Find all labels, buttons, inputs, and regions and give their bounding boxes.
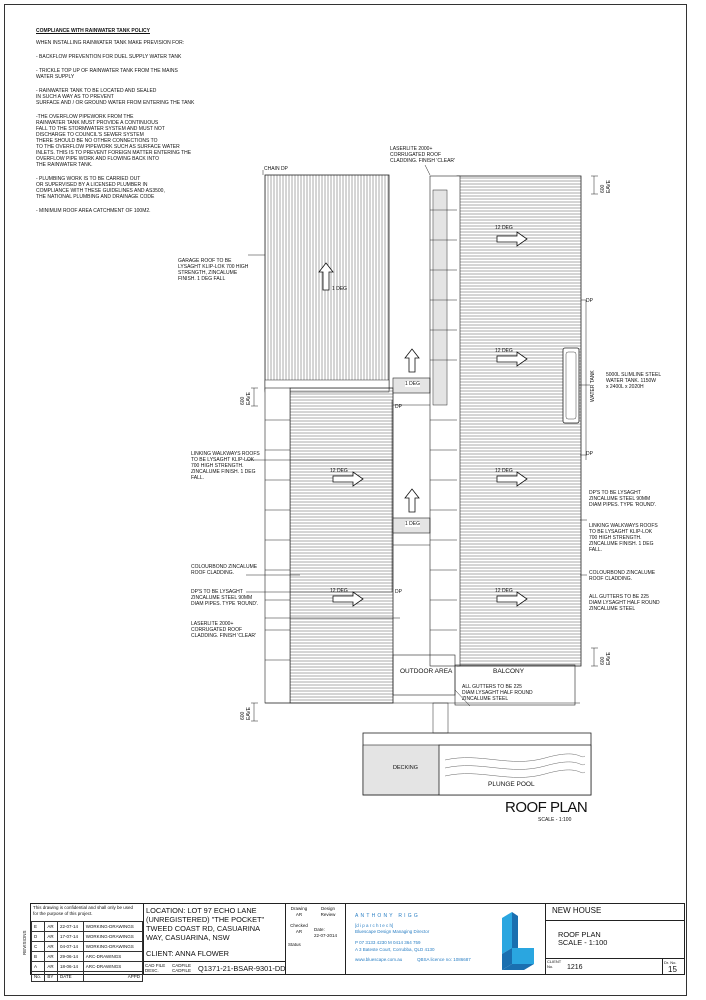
balcony-label: BALCONY [493,668,525,675]
left-main-roof [290,388,393,703]
notes-item: -THE OVERFLOW PIPEWORK FROM THE RAINWATER TANK MUST PROVIDE A CONTINUOUS FALL TO THE STORMWATER SYSTEM AND MUST NOT DISCHARGE TO COUNCIL'S SEWER SYSTEM THERE SHOULD BE NO OTHER CONNECTIONS TO TO THE OVERFLOW PIPEWORK SUCH AS SURFACE WATER INLETS. THIS IS TO PREVENT FOREIGN MATTER ENTERING THE OVERFLOW PIPE WORK AND FLOWING BACK INTO THE RAINWATER TANK. [36,114,192,168]
colourbond-left-label: COLOURBOND ZINCALUME ROOF CLADDING. [191,564,258,576]
firm-licence: QBSA licence no: 1086687 [417,957,471,962]
water-tank-spec-label: 5000L SLIMLINE STEEL WATER TANK. 1150W x 2400L x 2020H [606,372,662,390]
drawing-date: Date: 22-07-2014 [314,927,338,938]
project-location: LOCATION: LOT 97 ECHO LANE (UNREGISTERED) "THE POCKET" TWEED COAST RD, CASUARINA WAY, CASUARINA, NSW [146,906,265,942]
eave-label: 600 EAVE [600,180,612,193]
chain-dp-label: CHAIN DP [264,166,288,172]
drno-divider [662,958,663,975]
plunge-pool-label: PLUNGE POOL [488,781,535,788]
notes-title: COMPLIANCE WITH RAINWATER TANK POLICY [36,28,150,34]
deg-label: 12 DEG [330,588,348,594]
project-divider [545,920,685,921]
notes-item: - PLUMBING WORK IS TO BE CARRIED OUT OR SUPERVISED BY A LICENSED PLUMBER IN COMPLIANCE WITH THESE GUIDELINES AND AS3500, THE NATIONAL PLUMBING AND DRAINAGE CODE [36,176,165,200]
firm-name: ANTHONY RIGG [355,913,420,919]
gutters-right-label: ALL GUTTERS TO BE 225 DIAM LYSAGHT HALF ROUND ZINCALUME STEEL [589,594,660,612]
decking-label: DECKING [393,765,419,771]
table-row: B AR 29-06-14 ARC-DRAWINGS [32,952,143,962]
eave-label: 600 EAVE [240,707,252,720]
outdoor-area-label: OUTDOOR AREA [400,668,453,675]
bluescape-logo-icon [496,908,540,970]
deg-label: 12 DEG [495,468,513,474]
drawing-scale: SCALE - 1:100 [538,817,572,823]
dp-label: DP [395,589,402,595]
dr-no-label: Dr. No. [664,960,677,965]
table-row: D AR 17-07-14 WORKING-DRAWINGS [32,932,143,942]
drawing-by: Drawing AR [290,906,308,917]
firm-subtitle: [d i p a r c h t e c h] Bluescape Design Managing Director [355,923,430,934]
notes-item: - BACKFLOW PREVENTION FOR DUEL SUPPLY WATER TANK [36,54,182,60]
water-tank-label: WATER TANK [590,370,596,402]
file-code: Q1371-21-BSAR-9301-DD [198,964,286,973]
deg-label: 1 DEG [405,381,421,387]
firm-phone: P 07 3133 4230 M 0414 364 759 [355,940,421,945]
table-row: C AR 04-07-14 WORKING-DRAWINGS [32,942,143,952]
deg-label: 12 DEG [330,468,348,474]
client-name: CLIENT: ANNA FLOWER [146,949,229,958]
eave-label: 600 EAVE [240,392,252,405]
dps-left-label: DP'S TO BE LYSAGHT ZINCALUME STEEL 90MM DIAM PIPES. TYPE 'ROUND'. [191,589,259,607]
gutters-bottom-label: ALL GUTTERS TO BE 225 DIAM LYSAGHT HALF ROUND ZINCALUME STEEL [462,684,533,702]
linking-walkway-right-label: LINKING WALKWAYS ROOFS TO BE LYSAGHT KLIP-LOK 700 HIGH STRENGTH. ZINCALUME FINISH. 1 DEG FALL. [589,523,658,553]
notes-intro: WHEN INSTALLING RAINWATER TANK MAKE PREVISION FOR: [36,40,185,46]
dps-right-label: DP'S TO BE LYSAGHT ZINCALUME STEEL 90MM DIAM PIPES. TYPE 'ROUND'. [589,490,657,508]
right-main-roof [457,176,581,666]
laserlite-left-label: LASERLITE 2000+ CORRUGATED ROOF CLADDING. FINISH 'CLEAR' [191,621,256,639]
dp-label: DP [586,451,593,457]
design-review: Design Review [320,906,336,917]
garage-roof-label: GARAGE ROOF TO BE LYSAGHT KLIP-LOK 700 HIGH STRENGTH, ZINCALUME FINISH. 1 DEG FALL [178,258,249,282]
deg-label: 1 DEG [332,286,348,292]
table-row: A AR 18-06-14 ARC-DRAWINGS [32,962,143,972]
firm-website[interactable]: www.bluescape.com.au [355,957,403,962]
sheet-title: ROOF PLAN SCALE - 1:100 [558,930,608,947]
status-label: Status [288,942,301,947]
laserlite-strip [433,190,447,405]
checked-by: Checked AR [290,923,308,934]
cadfile-label: CADFILE CADFILE [172,963,192,973]
dr-no: 15 [668,965,677,974]
linking-walkway-left-label: LINKING WALKWAYS ROOFS TO BE LYSAGHT KLIP-LOK 700 HIGH STRENGTH. ZINCALUME FINISH. 1 DEG FALL. [191,451,260,481]
client-no-label: CLIENT No. [547,959,562,969]
water-tank [563,348,579,423]
revision-table [31,921,143,982]
left-eave-band [265,388,290,703]
project-name: NEW HOUSE [552,906,602,915]
laserlite-top-label: LASERLITE 2000+ CORRUGATED ROOF CLADDING. FINISH 'CLEAR' [390,146,455,164]
notes-item: - RAINWATER TANK TO BE LOCATED AND SEALED IN SUCH A WAY AS TO PREVENT SURFACE AND / OR GROUND WATER FROM ENTERING THE TANK [36,88,195,106]
deg-label: 12 DEG [495,225,513,231]
notes-item: - TRICKLE TOP UP OF RAINWATER TANK FROM THE MAINS WATER SUPPLY [36,68,178,80]
sheet-divider [545,958,685,959]
table-header-row: No. BY DATE APPD [32,972,143,982]
deg-label: 1 DEG [405,521,421,527]
notes-item: - MINIMUM ROOF AREA CATCHMENT OF 100M2. [36,208,151,214]
deg-label: 12 DEG [495,588,513,594]
drawing-title: ROOF PLAN [505,799,588,816]
eave-label: 600 EAVE [600,652,612,665]
client-no: 1216 [567,964,583,971]
firm-address: A 3 Bateste Court, Corrubba, QLD 4130 [355,947,435,952]
dp-label: DP [586,298,593,304]
colourbond-right-label: COLOURBOND ZINCALUME ROOF CLADDING. [589,570,656,582]
dp-label: DP [395,404,402,410]
confidential-note: This drawing is confidential and shall only be used for the purpose of this project. [33,905,134,916]
table-row: E AR 22-07-14 WORKING-DRAWINGS [32,922,143,932]
deg-label: 12 DEG [495,348,513,354]
revisions-label: REVISIONS [22,930,27,955]
cad-file-label: CAD FILE DESC. [145,963,166,973]
